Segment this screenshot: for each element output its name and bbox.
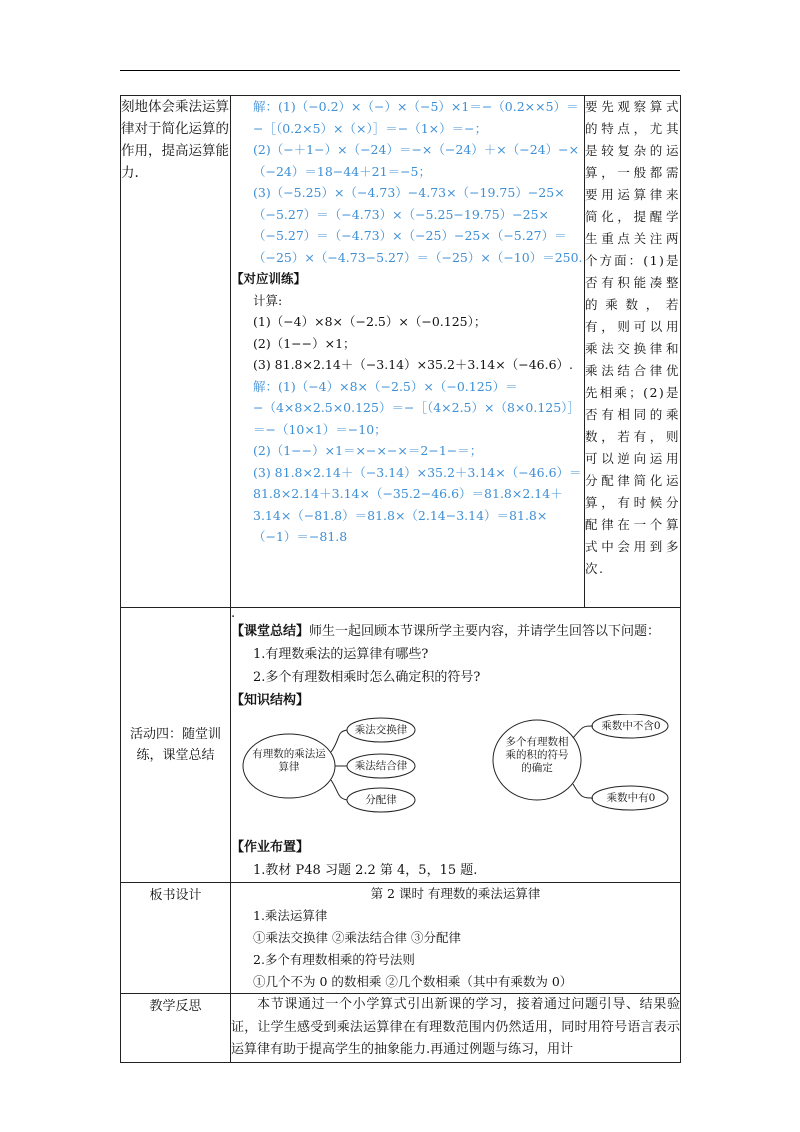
solution-part-3: (3)（−5.25）×（−4.73）−4.73×（−19.75）−25×（−5.27）＝（−4.73）×（−5.25−19.75）−25×（−5.27）＝（−4.73）×（−25）−25×（−5.27）＝（−25）×（−4.73−5.27）＝（−25）×（−10）＝250. (253, 185, 583, 265)
answer-2: (2)（1−−）×1＝×−×−×＝2−1−＝； (253, 443, 483, 458)
summary-heading: 【课堂总结】 (231, 624, 310, 639)
knowledge-structure-diagram (231, 714, 680, 832)
reflection-label: 教学反思 (149, 999, 202, 1014)
solution-part-2: (2)（−＋1−）×（−24）＝−×（−24）＋×（−24）−×（−24）＝18−44＋21＝−5； (253, 142, 580, 179)
exercise-1: (1)（−4）×8×（−2.5）×（−0.125）； (253, 314, 487, 329)
stray-dot: . (231, 606, 236, 621)
board-design-cell (231, 883, 681, 994)
exercise-3: (3) 81.8×2.14＋（−3.14）×35.2＋3.14×（−46.6）. (253, 357, 574, 372)
diagram-item-associative: 乘法结合律 (354, 760, 408, 772)
diagram-item-distributive: 分配律 (365, 794, 397, 806)
header-rule (120, 70, 680, 71)
homework-heading: 【作业布置】 (231, 840, 310, 855)
activity-label: 活动四：随堂训练，课堂总结 (129, 727, 221, 763)
teaching-note-cell (585, 96, 681, 608)
lesson-table (120, 95, 681, 1063)
answer-1: 解：(1)（−4）×8×（−2.5）×（−0.125）＝−（4×8×2.5×0.125）＝−［（4×2.5）×（8×0.125）］＝−（10×1）＝−10； (253, 378, 580, 437)
board-line-3: 2.多个有理数相乘的符号法则 (253, 952, 415, 967)
activity-content-cell (231, 608, 681, 883)
reflection-text: 本节课通过一个小学算式引出新课的学习，接着通过问题引导、结果验证，让学生感受到乘法运算律在有理数范围内仍然适用，同时用符号语言表示运算律有助于提高学生的抽象能力.再通过例题与练习，用计 (231, 997, 680, 1057)
table-row (121, 608, 681, 883)
homework-text: 1.教材 P48 习题 2.2 第 4，5，15 题. (253, 863, 478, 878)
board-design-label: 板书设计 (149, 888, 202, 903)
reflection-label-cell (121, 994, 231, 1063)
reflection-cell (231, 994, 681, 1063)
knowledge-heading: 【知识结构】 (231, 693, 310, 708)
diagram-right-center: 多个有理数相乘的积的符号的确定 (505, 736, 569, 774)
summary-question-2: 2.多个有理数相乘时怎么确定积的符号? (253, 670, 481, 685)
lesson-plan-document (120, 95, 680, 1063)
table-row (121, 96, 681, 608)
answer-3: (3) 81.8×2.14＋（−3.14）×35.2＋3.14×（−46.6）＝81.8×2.14＋3.14×（−35.2−46.6）＝81.8×2.14＋3.14×（−81.8）＝81.8×（2.14−3.14）＝81.8×（−1）＝−81.8 (253, 464, 582, 544)
objective-text: 刻地体会乘法运算律对于简化运算的作用，提高运算能力. (121, 99, 229, 181)
diagram-item-commutative: 乘法交换律 (354, 724, 408, 736)
diagram-item-no-zero: 乘数中不含0 (601, 720, 661, 732)
activity-label-cell (121, 608, 231, 883)
table-row (121, 994, 681, 1063)
teaching-note-text: 要先观察算式的特点，尤其是较复杂的运算，一般都需要用运算律来简化，提醒学生重点关注两个方面：(1)是否有积能凑整的乘数，若有，则可以用乘法交换律和乘法结合律优先相乘；(2)是否有相同的乘数，若有，则可以逆向运用分配律简化运算，有时候分配律在一个算式中会用到多次. (585, 99, 680, 576)
training-heading: 【对应训练】 (231, 271, 307, 286)
exercise-2: (2)（1−−）×1； (253, 335, 356, 351)
board-line-2: ①乘法交换律 ②乘法结合律 ③分配律 (253, 930, 461, 945)
diagram-item-has-zero: 乘数中有0 (606, 792, 656, 804)
solution-part-1: 解：(1)（−0.2）×（−）×（−5）×1＝−（0.2××5）＝−［（0.2×5）×（×）］＝−（1×）＝−； (253, 99, 579, 136)
summary-question-1: 1.有理数乘法的运算律有哪些? (253, 647, 429, 662)
diagram-left-center: 有理数的乘法运算律 (252, 748, 326, 773)
board-line-4: ①几个不为 0 的数相乘 ②几个数相乘（其中有乘数为 0） (253, 974, 573, 989)
board-design-label-cell (121, 883, 231, 994)
objective-cell (121, 96, 231, 608)
table-row (121, 883, 681, 994)
calc-label: 计算: (253, 292, 283, 308)
summary-text: 师生一起回顾本节课所学主要内容，并请学生回答以下问题： (309, 624, 661, 639)
example-solution-cell (231, 96, 585, 608)
board-line-1: 1.乘法运算律 (253, 908, 328, 923)
board-title: 第 2 课时 有理数的乘法运算律 (370, 886, 541, 901)
